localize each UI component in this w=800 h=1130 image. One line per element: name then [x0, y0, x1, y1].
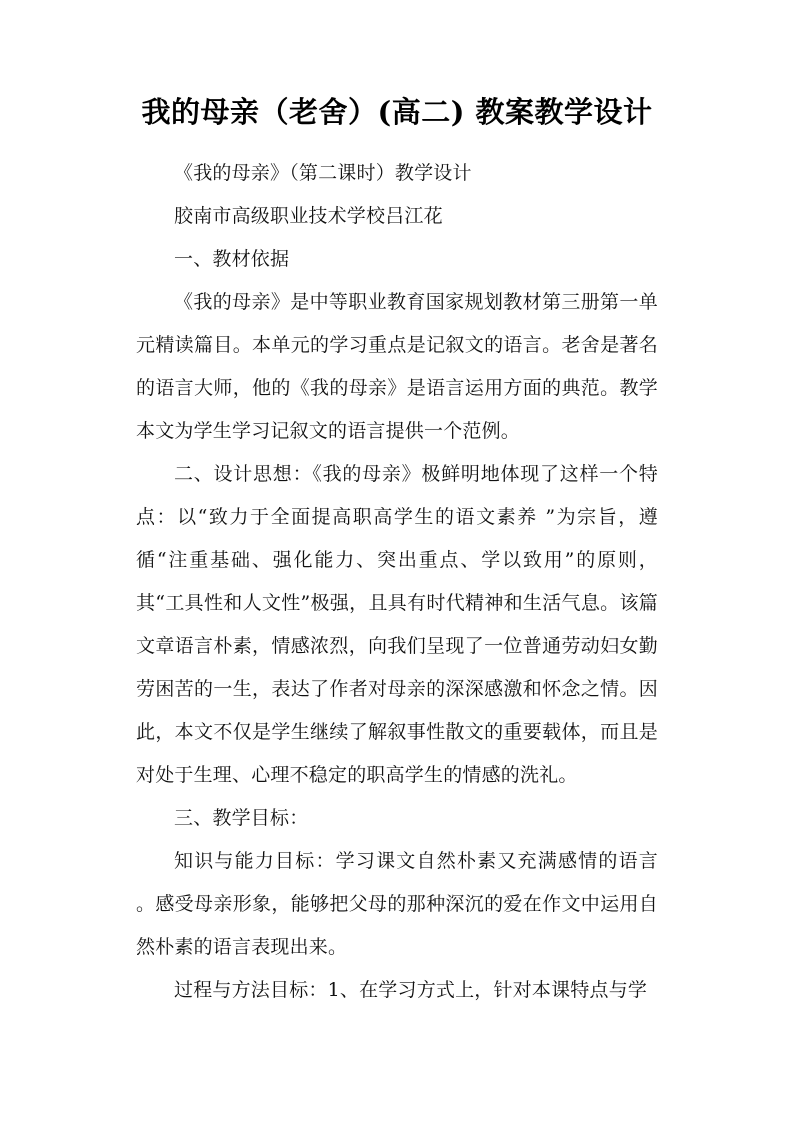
- document-body: [136, 152, 658, 1012]
- paragraph-knowledge-goal: 知识与能力目标：学习课文自然朴素又充满感情的语言 。感受母亲形象，能够把父母的那种深沉的爱在作文中运用自然朴素的语言表现出来。: [136, 850, 658, 958]
- paragraph-textbook-basis: 《我的母亲》是中等职业教育国家规划教材第三册第一单元精读篇目。本单元的学习重点是记叙文的语言。老舍是著名的语言大师，他的《我的母亲》是语言运用方面的典范。教学本文为学生学习记叙文的语言提供一个范例。: [136, 291, 658, 442]
- paragraph-lesson-heading: 《我的母亲》（第二课时）教学设计: [174, 162, 472, 184]
- paragraph-section-1-heading: 一、教材依据: [174, 248, 290, 270]
- paragraph-process-goal: 过程与方法目标：1、在学习方式上，针对本课特点与学: [174, 979, 648, 1001]
- paragraph-design-thought: 二、设计思想：《我的母亲》极鲜明地体现了这样一个特点：以“致力于全面提高职高学生的语文素养 ”为宗旨，遵循“注重基础、强化能力、突出重点、学以致用”的原则，其“工具性和人文性”极强，且具有时代精神和生活气息。该篇文章语言朴素，情感浓烈，向我们呈现了一位普通劳动妇女勤劳困苦的一生，表达了作者对母亲的深深感激和怀念之情。因此，本文不仅是学生继续了解叙事性散文的重要载体，而且是对处于生理、心理不稳定的职高学生的情感的洗礼。: [136, 463, 658, 786]
- paragraph-section-3-heading: 三、教学目标：: [174, 807, 309, 829]
- paragraph-author: 胶南市高级职业技术学校吕江花: [174, 205, 443, 227]
- document-title: 我的母亲（老舍）(高二) 教案教学设计: [141, 95, 653, 129]
